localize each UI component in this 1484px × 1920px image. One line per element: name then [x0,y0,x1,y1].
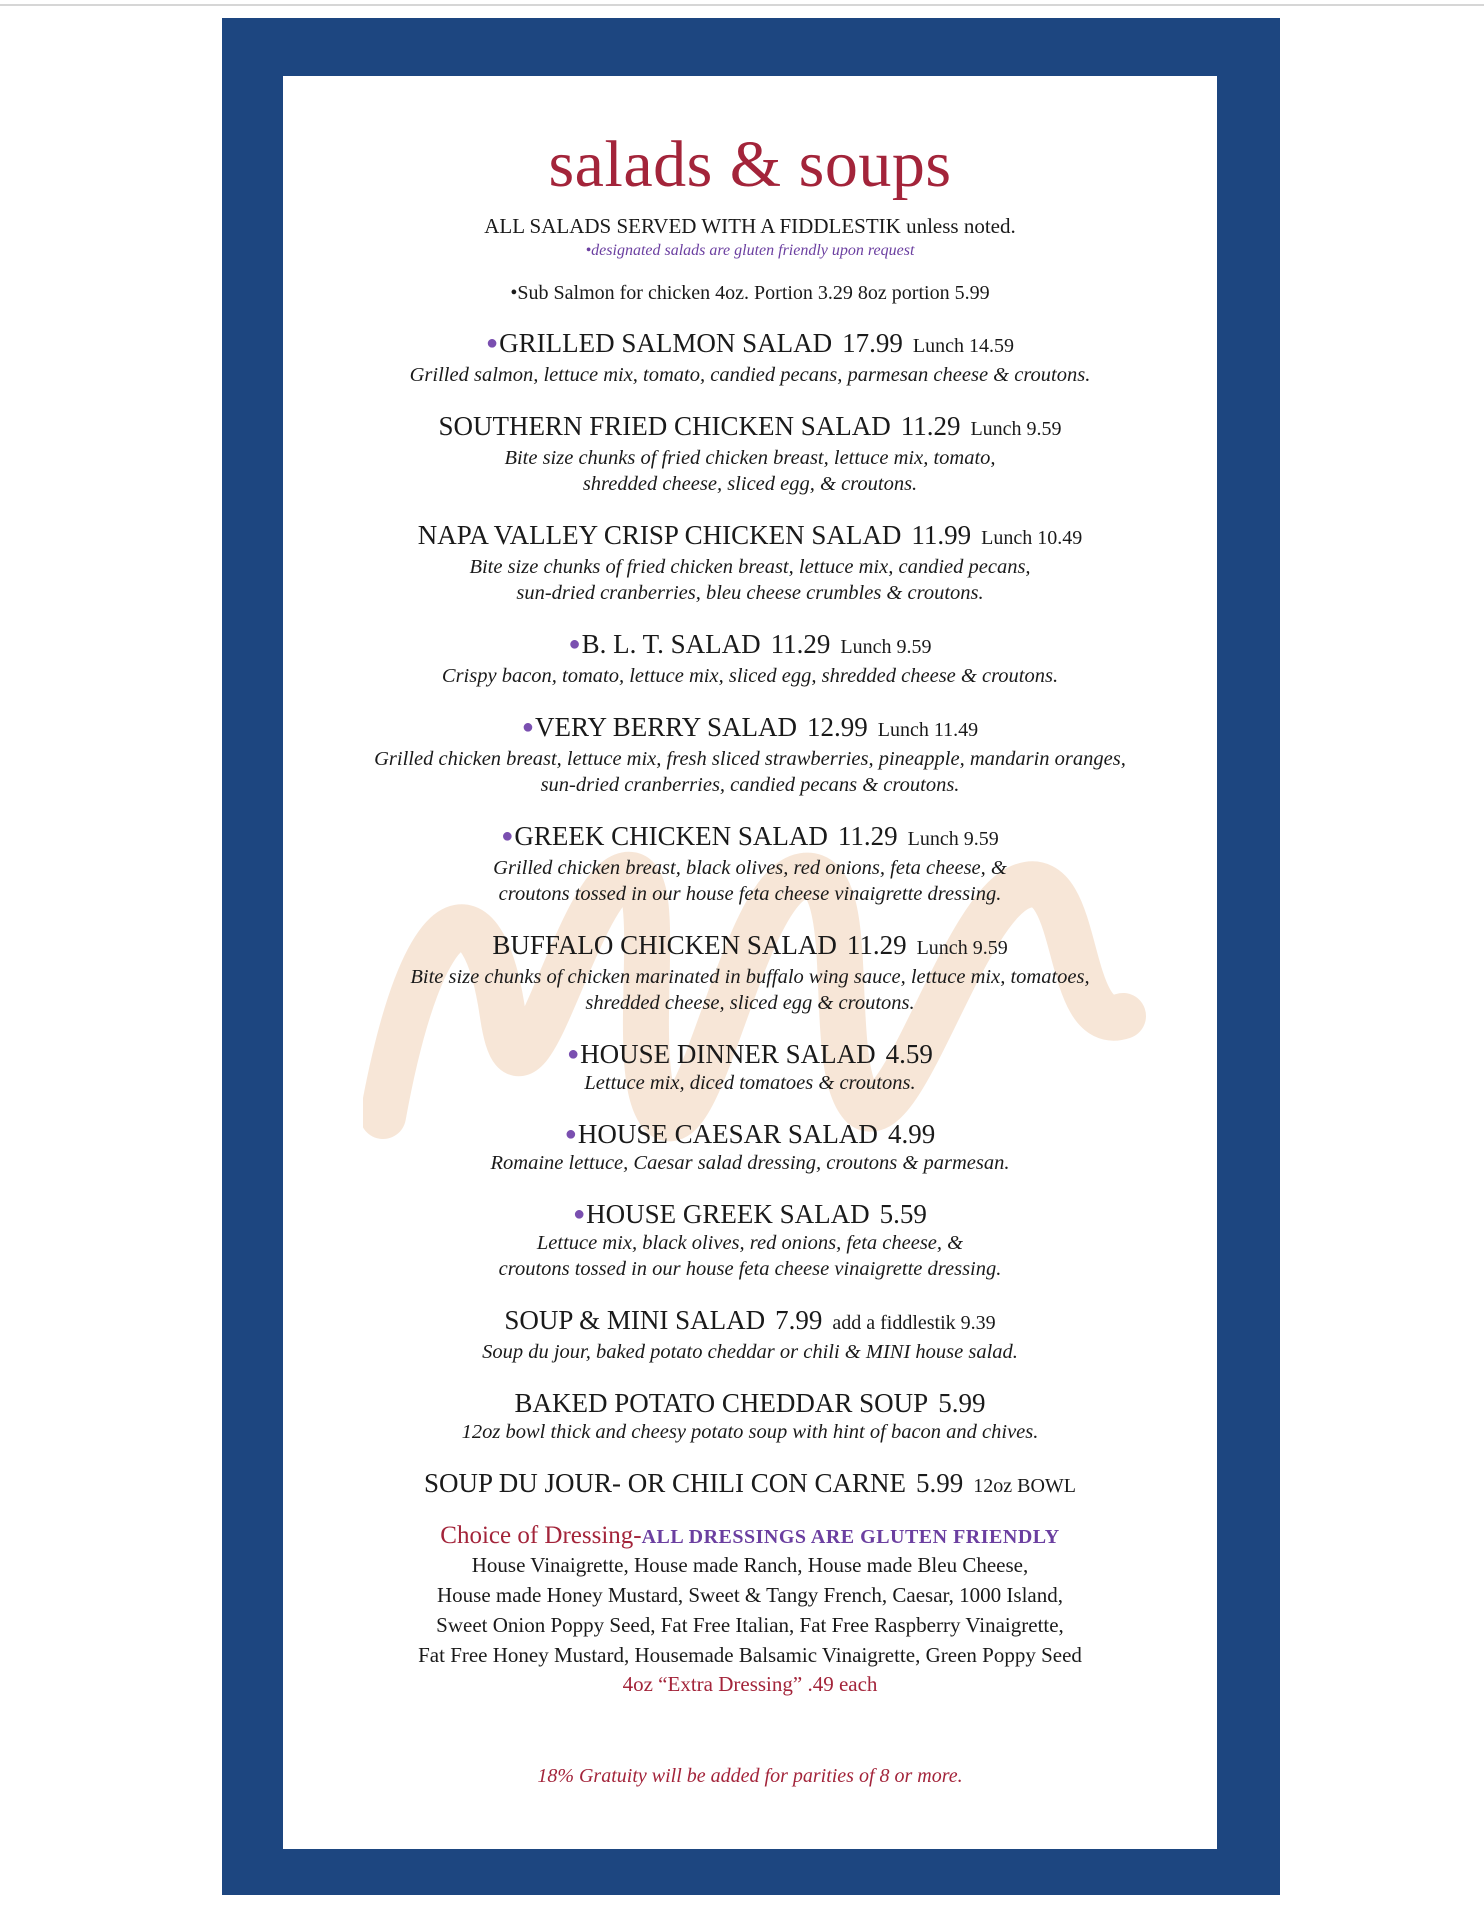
menu-item-title [283,519,1217,554]
menu-item-description: sun-dried cranberries, bleu cheese crumbles & croutons. [516,582,984,604]
gluten-friendly-bullet-icon: ● [568,633,581,655]
menu-item-price: 11.29 [846,930,907,960]
menu-item-name: SOUP DU JOUR- OR CHILI CON CARNE [423,1468,907,1498]
menu-subtitle: ALL SALADS SERVED WITH A FIDDLESTIK unless noted. [484,214,1016,238]
menu-item-name: VERY BERRY SALAD [534,712,798,742]
menu-item-lunch-price: 12oz BOWL [973,1475,1077,1497]
menu-item-title [283,711,1217,746]
menu-panel [283,76,1217,1849]
menu-item-title [283,929,1217,964]
gluten-friendly-bullet-icon: ● [486,332,499,354]
dressing-list-line: Sweet Onion Poppy Seed, Fat Free Italian, Fat Free Raspberry Vinaigrette, [436,1613,1064,1637]
menu-item [283,820,1217,907]
menu-item-lunch-price: Lunch 10.49 [981,527,1083,549]
menu-item-title [283,1198,1217,1230]
menu-item [283,1118,1217,1176]
menu-item-description: croutons tossed in our house feta cheese vinaigrette dressing. [498,883,1002,905]
dressing-list-line: House Vinaigrette, House made Ranch, House made Bleu Cheese, [471,1553,1029,1577]
menu-items-list [283,327,1217,1502]
menu-item-description: shredded cheese, sliced egg, & croutons. [582,473,918,495]
menu-item-description: Lettuce mix, diced tomatoes & croutons. [584,1072,916,1094]
menu-item-name: BUFFALO CHICKEN SALAD [492,930,837,960]
menu-item-description: Grilled chicken breast, black olives, red onions, feta cheese, & [493,857,1007,879]
menu-item [283,1304,1217,1365]
menu-item-lunch-price: Lunch 9.59 [907,828,999,850]
menu-item [283,327,1217,388]
menu-item-title [283,820,1217,855]
menu-item-description: Bite size chunks of fried chicken breast, lettuce mix, candied pecans, [469,556,1031,578]
menu-item-price: 17.99 [842,328,903,358]
menu-item-price: 12.99 [807,712,868,742]
menu-item-name: HOUSE GREEK SALAD [586,1199,870,1229]
gluten-friendly-note: •designated salads are gluten friendly upon request [585,242,915,259]
menu-item-price: 5.59 [879,1199,927,1229]
extra-dressing-price: 4oz “Extra Dressing” .49 each [622,1672,878,1696]
menu-item-description: Soup du jour, baked potato cheddar or chili & MINI house salad. [482,1341,1018,1363]
dressing-section [283,1522,1217,1697]
menu-item-description: Bite size chunks of chicken marinated in buffalo wing sauce, lettuce mix, tomatoes, [410,966,1090,988]
gluten-friendly-bullet-icon: ● [564,1123,577,1145]
menu-item-title [283,327,1217,362]
dressing-list-line: House made Honey Mustard, Sweet & Tangy French, Caesar, 1000 Island, [436,1583,1063,1607]
menu-item-name: GREEK CHICKEN SALAD [514,821,828,851]
gluten-friendly-bullet-icon: ● [521,716,534,738]
menu-item-description: croutons tossed in our house feta cheese vinaigrette dressing. [498,1258,1002,1280]
menu-item-name: GRILLED SALMON SALAD [499,328,833,358]
menu-item-price: 11.29 [837,821,898,851]
menu-item-lunch-price: add a fiddlestik 9.39 [832,1312,996,1334]
menu-item-title [283,410,1217,445]
menu-item-title [283,1118,1217,1150]
menu-item [283,1467,1217,1502]
menu-item-lunch-price: Lunch 9.59 [970,418,1062,440]
menu-item-price: 11.29 [900,411,961,441]
gluten-friendly-bullet-icon: ● [567,1043,580,1065]
menu-item-name: NAPA VALLEY CRISP CHICKEN SALAD [417,520,902,550]
menu-item-name: SOUTHERN FRIED CHICKEN SALAD [438,411,891,441]
sub-salmon-note: •Sub Salmon for chicken 4oz. Portion 3.29 8oz portion 5.99 [510,282,990,304]
menu-item-price: 4.59 [885,1039,933,1069]
menu-item-price: 4.99 [887,1119,936,1149]
menu-item-title [283,1304,1217,1339]
menu-item [283,929,1217,1016]
gratuity-note: 18% Gratuity will be added for parities of 8 or more. [537,1765,963,1787]
menu-item-lunch-price: Lunch 11.49 [877,719,979,741]
menu-title: salads & soups [548,128,952,201]
menu-item-description: sun-dried cranberries, candied pecans & croutons. [540,774,960,796]
menu-item-price: 7.99 [775,1305,823,1335]
menu-item-lunch-price: Lunch 9.59 [916,937,1008,959]
menu-item-lunch-price: Lunch 14.59 [912,335,1014,357]
menu-item [283,1387,1217,1445]
gluten-friendly-bullet-icon: ● [573,1203,586,1225]
menu-item [283,519,1217,606]
menu-item-description: Crispy bacon, tomato, lettuce mix, sliced egg, shredded cheese & croutons. [441,665,1059,687]
menu-item [283,1198,1217,1282]
menu-item-description: Bite size chunks of fried chicken breast, lettuce mix, tomato, [504,447,996,469]
menu-item-title [283,1387,1217,1419]
menu-item-price: 11.29 [770,629,831,659]
menu-item-title [283,628,1217,663]
menu-item-price: 5.99 [938,1388,986,1418]
menu-item-description: Grilled chicken breast, lettuce mix, fresh sliced strawberries, pineapple, mandarin oranges, [374,748,1126,770]
menu-item [283,711,1217,798]
menu-item-name: HOUSE DINNER SALAD [580,1039,876,1069]
menu-item-name: SOUP & MINI SALAD [504,1305,766,1335]
menu-item-price: 11.99 [911,520,972,550]
dressing-heading: Choice of Dressing- [440,1522,642,1549]
menu-item [283,1038,1217,1096]
menu-item-description: Grilled salmon, lettuce mix, tomato, candied pecans, parmesan cheese & croutons. [409,364,1091,386]
menu-item-lunch-price: Lunch 9.59 [840,636,932,658]
menu-item [283,410,1217,497]
menu-item [283,628,1217,689]
menu-item-description: Romaine lettuce, Caesar salad dressing, croutons & parmesan. [490,1152,1010,1174]
menu-item-name: HOUSE CAESAR SALAD [577,1119,878,1149]
menu-item-name: B. L. T. SALAD [581,629,761,659]
menu-item-title [283,1038,1217,1070]
dressing-list-line: Fat Free Honey Mustard, Housemade Balsamic Vinaigrette, Green Poppy Seed [418,1643,1082,1667]
dressing-gluten-label: ALL DRESSINGS ARE GLUTEN FRIENDLY [641,1526,1060,1548]
menu-item-description: shredded cheese, sliced egg & croutons. [585,992,915,1014]
page-top-rule [0,4,1484,6]
menu-item-title [283,1467,1217,1502]
menu-item-description: 12oz bowl thick and cheesy potato soup with hint of bacon and chives. [461,1421,1039,1443]
menu-item-description: Lettuce mix, black olives, red onions, feta cheese, & [536,1232,964,1254]
menu-item-price: 5.99 [916,1468,964,1498]
menu-item-name: BAKED POTATO CHEDDAR SOUP [514,1388,929,1418]
gluten-friendly-bullet-icon: ● [501,825,514,847]
